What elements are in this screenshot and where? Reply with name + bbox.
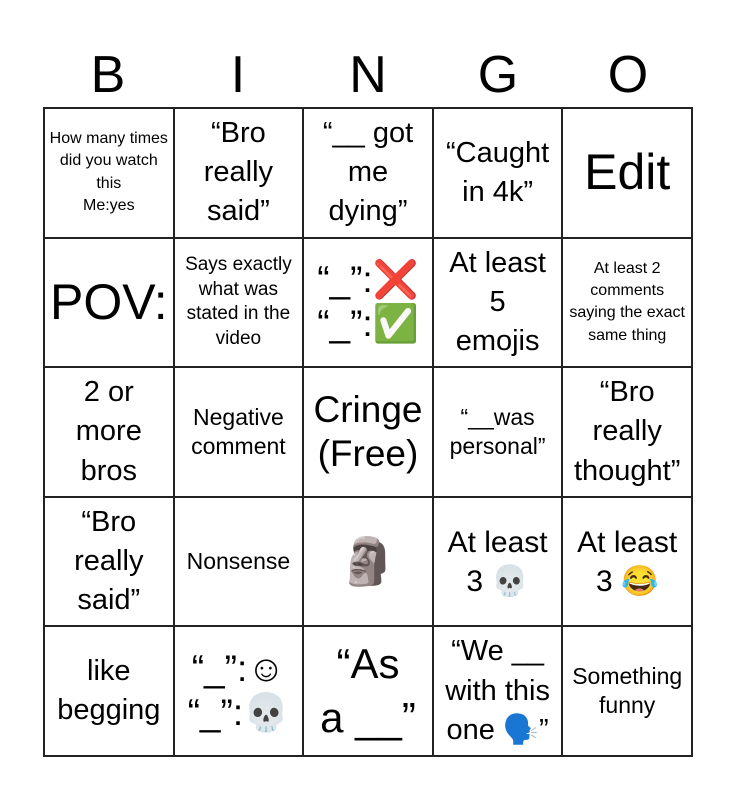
bingo-cell[interactable] <box>303 108 433 238</box>
bingo-cell[interactable] <box>433 626 563 756</box>
cell-text: “As a __” <box>320 639 416 742</box>
bingo-cell[interactable] <box>562 626 692 756</box>
bingo-cell[interactable] <box>44 238 174 368</box>
cell-text: “_”:❌ “_”:✅ <box>317 259 419 345</box>
cell-text: Edit <box>584 144 671 201</box>
cell-text: 2 or more bros <box>75 376 142 487</box>
bingo-cell[interactable] <box>303 238 433 368</box>
cell-text: Negative comment <box>191 404 286 459</box>
cell-text: “Bro really thought” <box>573 376 681 487</box>
cell-text: “__was personal” <box>449 404 546 459</box>
bingo-cell[interactable] <box>44 108 174 238</box>
bingo-cell[interactable] <box>174 238 304 368</box>
bingo-board <box>43 107 693 757</box>
bingo-cell[interactable] <box>433 367 563 497</box>
bingo-cell[interactable] <box>44 367 174 497</box>
cell-text: At least 2 comments saying the exact same thing <box>569 259 685 344</box>
bingo-cell[interactable] <box>303 497 433 627</box>
cell-text: “Caught in 4k” <box>446 136 550 208</box>
cell-text: “Bro really said” <box>203 117 274 228</box>
bingo-cell[interactable] <box>433 238 563 368</box>
bingo-cell[interactable] <box>174 367 304 497</box>
header-letter-i: I <box>230 46 246 104</box>
cell-text: Something funny <box>572 663 683 719</box>
bingo-cell[interactable] <box>44 497 174 627</box>
bingo-cell[interactable] <box>562 367 692 497</box>
bingo-cell[interactable] <box>174 497 304 627</box>
cell-text: like begging <box>57 655 161 727</box>
cell-text: At least 3 💀 <box>447 525 548 598</box>
cell-text: “_”:☺ “_”:💀 <box>187 647 290 734</box>
header-letter-g: G <box>477 46 519 104</box>
bingo-cell[interactable] <box>174 626 304 756</box>
bingo-header <box>43 44 693 106</box>
cell-text: “Bro really said” <box>74 505 144 617</box>
bingo-cell[interactable] <box>433 497 563 627</box>
cell-text: Says exactly what was stated in the video <box>185 254 292 350</box>
cell-text: POV: <box>49 273 168 330</box>
cell-text: “We __ with this one 🗣️” <box>445 635 550 746</box>
cell-text: At least 5 emojis <box>449 246 546 357</box>
bingo-cell[interactable] <box>174 108 304 238</box>
header-letter-b: B <box>90 46 126 104</box>
cell-text: At least 3 😂 <box>577 525 678 598</box>
cell-text: Nonsense <box>186 548 291 575</box>
bingo-cell[interactable] <box>433 108 563 238</box>
bingo-cell[interactable] <box>562 238 692 368</box>
bingo-cell[interactable] <box>44 626 174 756</box>
header-letter-o: O <box>607 46 649 104</box>
header-letter-n: N <box>349 46 387 104</box>
cell-text: “__ got me dying” <box>322 117 414 228</box>
cell-text: How many times did you watch this Me:yes <box>49 130 168 215</box>
bingo-cell[interactable] <box>562 497 692 627</box>
bingo-cell[interactable] <box>303 626 433 756</box>
moai-icon: 🗿 <box>339 535 397 588</box>
bingo-cell free-space[interactable] <box>303 367 433 497</box>
bingo-cell[interactable] <box>562 108 692 238</box>
cell-text: Cringe (Free) <box>313 388 423 474</box>
